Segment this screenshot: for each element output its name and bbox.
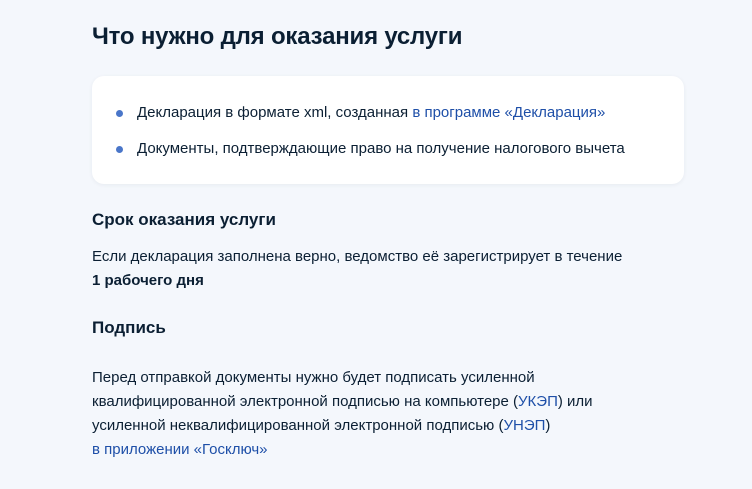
requirements-card xyxy=(92,76,684,184)
requirement-item-documents xyxy=(116,139,625,159)
signature-line-3-text: усиленной неквалифицированной электронной подписью ( xyxy=(92,417,504,434)
ukep-link[interactable]: УКЭП xyxy=(518,393,558,410)
requirement-item-declaration xyxy=(116,103,605,123)
signature-line-2 xyxy=(92,390,692,414)
term-paragraph xyxy=(92,245,692,293)
unep-link[interactable]: УНЭП xyxy=(503,417,546,434)
page-title: Что нужно для оказания услуги xyxy=(92,23,463,50)
term-heading: Срок оказания услуги xyxy=(92,210,276,229)
requirement-text xyxy=(137,104,605,121)
term-text: Если декларация заполнена верно, ведомство её зарегистрирует в течение xyxy=(92,248,623,265)
signature-line-3 xyxy=(92,414,692,438)
signature-line-4 xyxy=(92,438,692,462)
bullet-dot-icon xyxy=(116,146,123,153)
signature-line-2-text: квалифицированной электронной подписью на компьютере ( xyxy=(92,393,519,410)
signature-line-2-suffix: ) или xyxy=(557,393,593,410)
declaration-program-link[interactable]: в программе «Декларация» xyxy=(412,104,606,121)
goskey-app-link[interactable]: в приложении «Госключ» xyxy=(92,441,268,458)
signature-line-3-suffix: ) xyxy=(545,417,551,434)
requirement-text: Документы, подтверждающие право на получение налогового вычета xyxy=(137,140,625,157)
bullet-dot-icon xyxy=(116,110,123,117)
requirement-text-plain: Декларация в формате xml, созданная xyxy=(137,104,413,121)
signature-heading: Подпись xyxy=(92,318,166,337)
term-duration: 1 рабочего дня xyxy=(92,272,204,289)
signature-paragraph xyxy=(92,366,692,462)
signature-line-1: Перед отправкой документы нужно будет подписать усиленной xyxy=(92,369,535,386)
